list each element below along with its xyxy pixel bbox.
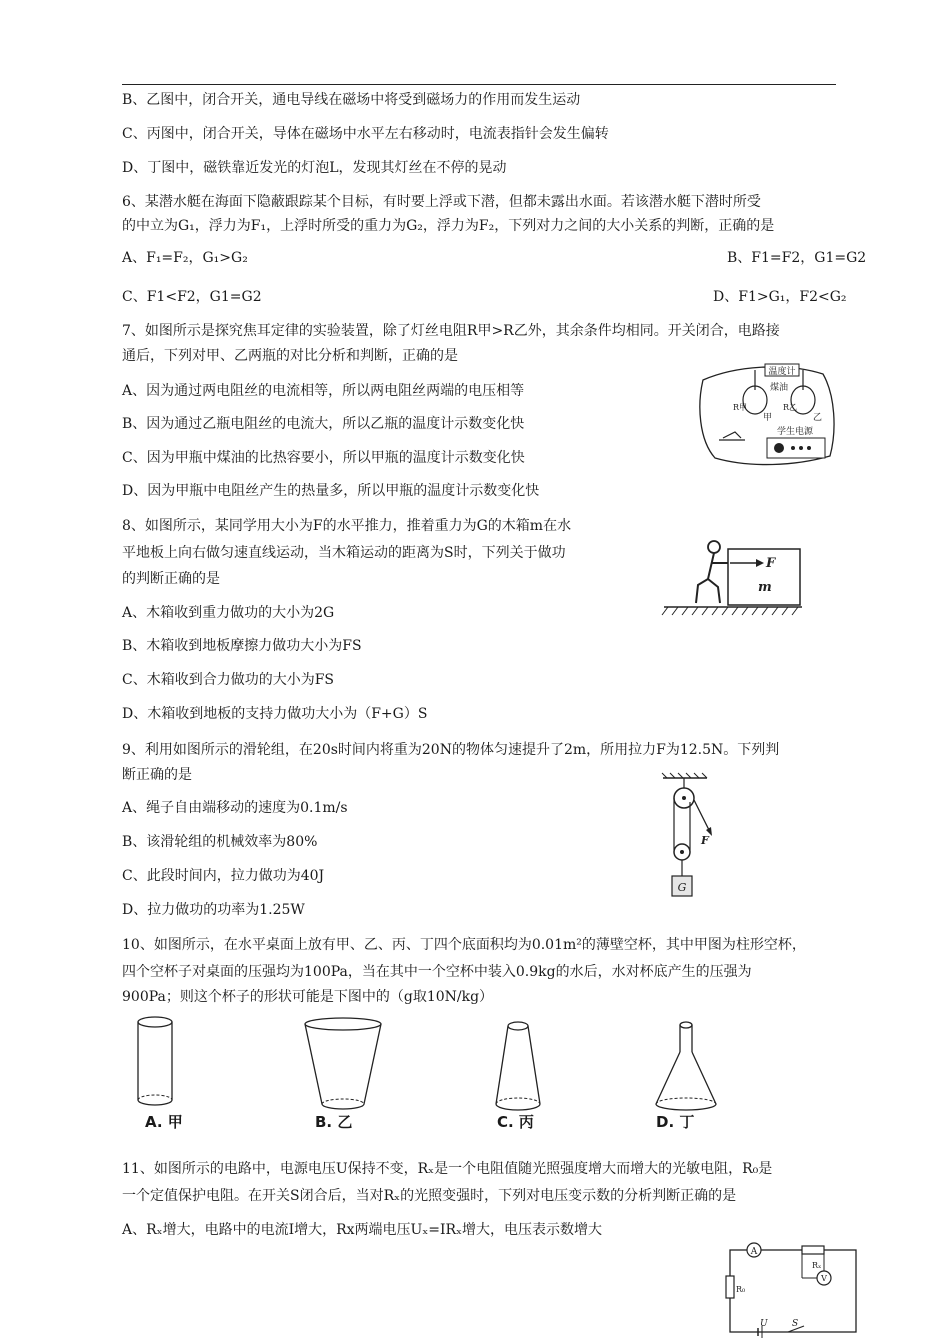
q10-stem-line3: 900Pa；则这个杯子的形状可能是下图中的（g取10N/kg） — [122, 989, 494, 1005]
q6-stem-line2: 的中立为G₁，浮力为F₁，上浮时所受的重力为G₂，浮力为F₂，下列对力之间的大小关系的判断，正确的是 — [122, 218, 775, 234]
photoresistor-circuit-figure — [722, 1240, 862, 1340]
q8-stem-line1: 8、如图所示，某同学用大小为F的水平推力，推着重力为G的木箱m在水 — [122, 518, 572, 534]
q8-option-c: C、木箱收到合力做功的大小为FS — [122, 672, 335, 688]
q6-option-b: B、F1=F2，G1=G2 — [727, 250, 867, 266]
q7-option-b: B、因为通过乙瓶电阻丝的电流大，所以乙瓶的温度计示数变化快 — [122, 416, 525, 432]
q11-stem-line2: 一个定值保护电阻。在开关S闭合后，当对Rₓ的光照变强时，下列对电压变示数的分析判断正确的是 — [122, 1188, 737, 1204]
q7-stem-line1: 7、如图所示是探究焦耳定律的实验装置，除了灯丝电阻R甲>R乙外，其余条件均相同。开关闭合，电路接 — [122, 323, 780, 339]
q9-option-a: A、绳子自由端移动的速度为0.1m/s — [122, 800, 348, 816]
q11-stem-line1: 11、如图所示的电路中，电源电压U保持不变，Rₓ是一个电阻值随光照强度增大而增大的光敏电阻，R₀是 — [122, 1161, 773, 1177]
q9-option-d: D、拉力做功的功率为1.25W — [122, 902, 305, 918]
q6-option-c: C、F1<F2，G1=G2 — [122, 289, 262, 305]
pulley-system-figure — [655, 772, 725, 904]
q10-stem-line1: 10、如图所示，在水平桌面上放有甲、乙、丙、丁四个底面积均为0.01m²的薄壁空杯，其中甲图为柱形空杯， — [122, 937, 806, 953]
q8-stem-line3: 的判断正确的是 — [122, 571, 220, 587]
q9-option-b: B、该滑轮组的机械效率为80% — [122, 834, 318, 850]
kerosene-label: 煤油 — [769, 383, 789, 393]
q7-option-a: A、因为通过两电阻丝的电流相等，所以两电阻丝两端的电压相等 — [122, 383, 525, 399]
cup-ding-figure — [652, 1020, 720, 1116]
r0-label: R₀ — [736, 1285, 746, 1294]
q7-option-c: C、因为甲瓶中煤油的比热容要小，所以甲瓶的温度计示数变化快 — [122, 450, 525, 466]
push-box-figure — [660, 535, 805, 630]
q8-option-d: D、木箱收到地板的支持力做功大小为（F+G）S — [122, 706, 428, 722]
joule-law-apparatus-figure — [695, 360, 840, 470]
q5-option-d: D、丁图中，磁铁靠近发光的灯泡L，发现其灯丝在不停的晃动 — [122, 160, 507, 176]
yi-label: 乙 — [813, 413, 823, 423]
cup-label-d: D. 丁 — [656, 1113, 695, 1131]
cup-jia-figure — [135, 1014, 175, 1114]
cup-label-a: A. 甲 — [145, 1113, 183, 1131]
q5-option-c: C、丙图中，闭合开关，导体在磁场中水平左右移动时，电流表指针会发生偏转 — [122, 126, 609, 142]
q6-stem-line1: 6、某潜水艇在海面下隐蔽跟踪某个目标，有时要上浮或下潜，但都未露出水面。若该潜水艇下潜时所受 — [122, 194, 761, 210]
cup-yi-figure — [302, 1016, 384, 1116]
cup-label-b: B. 乙 — [315, 1113, 353, 1131]
q8-option-a: A、木箱收到重力做功的大小为2G — [122, 605, 335, 621]
q11-option-a: A、Rₓ增大，电路中的电流I增大，Rx两端电压Uₓ=IRₓ增大，电压表示数增大 — [122, 1222, 603, 1238]
pulley-force-label: F — [701, 834, 709, 847]
q8-stem-line2: 平地板上向右做匀速直线运动，当木箱运动的距离为S时，下列关于做功 — [122, 545, 566, 561]
cup-label-c: C. 丙 — [497, 1113, 534, 1131]
switch-s-label: S — [792, 1319, 799, 1329]
power-supply-label: 学生电源 — [777, 427, 814, 437]
mass-label: m — [758, 580, 772, 595]
source-u-label: U — [760, 1319, 768, 1329]
q9-option-c: C、此段时间内，拉力做功为40J — [122, 868, 325, 884]
thermometer-label: 温度计 — [768, 367, 796, 377]
q8-option-b: B、木箱收到地板摩擦力做功大小为FS — [122, 638, 362, 654]
r-yi-label: R乙 — [783, 403, 798, 412]
header-rule — [122, 84, 836, 85]
q9-stem-line1: 9、利用如图所示的滑轮组，在20s时间内将重为20N的物体匀速提升了2m，所用拉力F为12.5N。下列判 — [122, 742, 780, 758]
force-label: F — [766, 556, 776, 571]
cup-bing-figure — [492, 1020, 544, 1116]
jia-label: 甲 — [763, 413, 773, 423]
q7-stem-line2: 通后，下列对甲、乙两瓶的对比分析和判断，正确的是 — [122, 348, 458, 364]
q6-option-d: D、F1>G₁，F2<G₂ — [713, 289, 847, 305]
ammeter-label: A — [750, 1247, 758, 1257]
q7-option-d: D、因为甲瓶中电阻丝产生的热量多，所以甲瓶的温度计示数变化快 — [122, 483, 540, 499]
voltmeter-label: V — [821, 1274, 827, 1283]
q5-option-b: B、乙图中，闭合开关，通电导线在磁场中将受到磁场力的作用而发生运动 — [122, 92, 581, 108]
q9-stem-line2: 断正确的是 — [122, 767, 192, 783]
weight-label: G — [677, 881, 687, 894]
rx-label: Rₓ — [812, 1261, 822, 1270]
q10-stem-line2: 四个空杯子对桌面的压强均为100Pa，当在其中一个空杯中装入0.9kg的水后，水对杯底产生的压强为 — [122, 964, 752, 980]
r-jia-label: R甲 — [733, 403, 748, 412]
q6-option-a: A、F₁=F₂，G₁>G₂ — [122, 250, 248, 266]
